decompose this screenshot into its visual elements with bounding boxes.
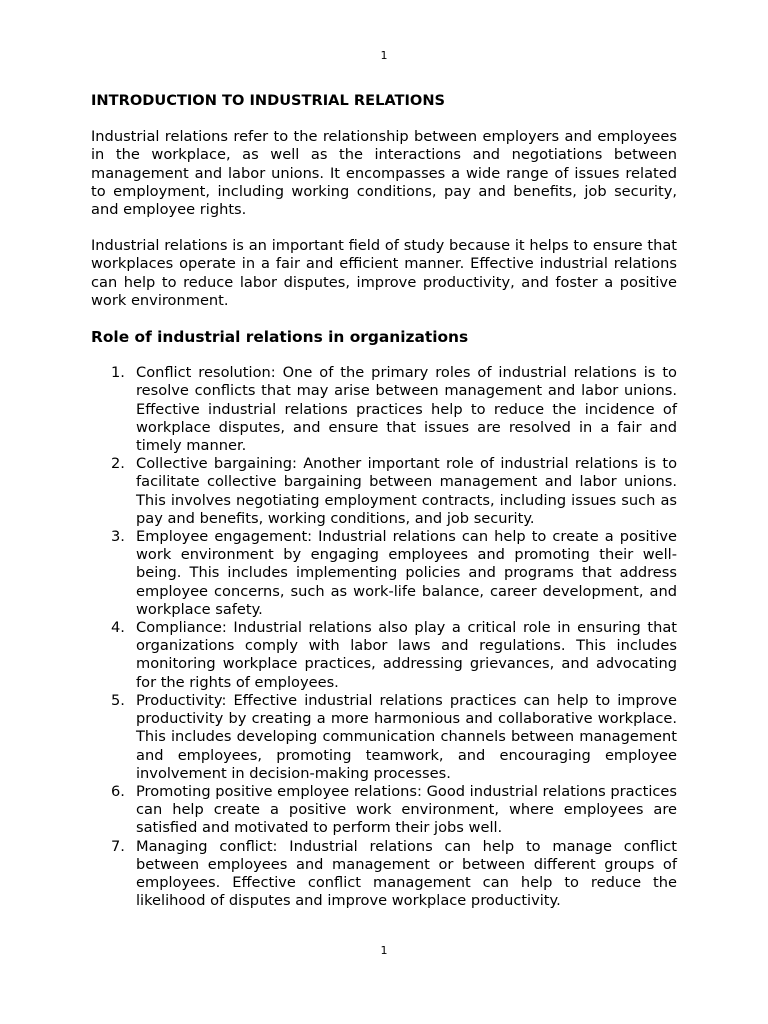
list-item-number: 1. bbox=[111, 364, 125, 382]
list-item-text: Collective bargaining: Another important role of industrial relations is to facilitate collective bargaining between management and labor unions. This involves negotiating employment contracts, including issues such as pay and benefits, working conditions, and job security. bbox=[136, 455, 677, 527]
list-item-text: Promoting positive employee relations: Good industrial relations practices can help create a positive work environment, where employees are satisfied and motivated to perform their jobs well. bbox=[136, 782, 677, 837]
list-item-text: Conflict resolution: One of the primary roles of industrial relations is to resolve conflicts that may arise between management and labor unions. Effective industrial relations practices help to reduce the incidence of workplace disputes, and ensure that issues are resolved in a fair and timely manner. bbox=[136, 364, 677, 455]
intro-paragraph-2: Industrial relations is an important field of study because it helps to ensure that workplaces operate in a fair and efficient manner. Effective industrial relations can help to reduce labor disputes, improve productivity, and foster a positive work environment. bbox=[91, 237, 677, 309]
list-item bbox=[91, 455, 677, 528]
list-item bbox=[91, 528, 677, 619]
list-item bbox=[91, 838, 677, 911]
list-item-text: Productivity: Effective industrial relations practices can help to improve productivity by creating a more harmonious and collaborative workplace. This includes developing communication channels between management and employees, promoting teamwork, and encouraging employee involvement in decision-making processes. bbox=[136, 691, 677, 782]
list-item-number: 6. bbox=[111, 782, 125, 800]
list-item bbox=[91, 783, 677, 838]
page-number-bottom: 1 bbox=[380, 944, 388, 957]
intro-paragraph-1: Industrial relations refer to the relationship between employers and employees in the workplace, as well as the interactions and negotiations between management and labor unions. It encompasses a wide range of issues related to employment, including working conditions, pay and benefits, job security, and employee rights. bbox=[91, 128, 677, 219]
list-item-text: Compliance: Industrial relations also play a critical role in ensuring that organizations comply with labor laws and regulations. This includes monitoring workplace practices, addressing grievances, and advocating for the rights of employees. bbox=[136, 619, 677, 691]
list-item-number: 4. bbox=[111, 619, 125, 637]
list-item-text: Employee engagement: Industrial relations can help to create a positive work environment by engaging employees and promoting their well-being. This includes implementing policies and programs that address employee concerns, such as work-life balance, career development, and workplace safety. bbox=[136, 528, 677, 618]
list-item-text: Managing conflict: Industrial relations can help to manage conflict between employees and management or between different groups of employees. Effective conflict management can help to reduce the likelihood of disputes and improve workplace productivity. bbox=[136, 837, 677, 910]
list-item bbox=[91, 692, 677, 783]
document-body bbox=[91, 92, 677, 910]
document-title: INTRODUCTION TO INDUSTRIAL RELATIONS bbox=[91, 92, 446, 109]
list-item-number: 7. bbox=[111, 837, 125, 855]
section-heading: Role of industrial relations in organizations bbox=[91, 328, 469, 347]
list-item-number: 3. bbox=[111, 528, 125, 546]
list-item bbox=[91, 619, 677, 692]
page-number-top: 1 bbox=[380, 49, 388, 62]
roles-list bbox=[91, 364, 677, 910]
list-item bbox=[91, 364, 677, 455]
list-item-number: 5. bbox=[111, 691, 125, 709]
list-item-number: 2. bbox=[111, 455, 125, 473]
